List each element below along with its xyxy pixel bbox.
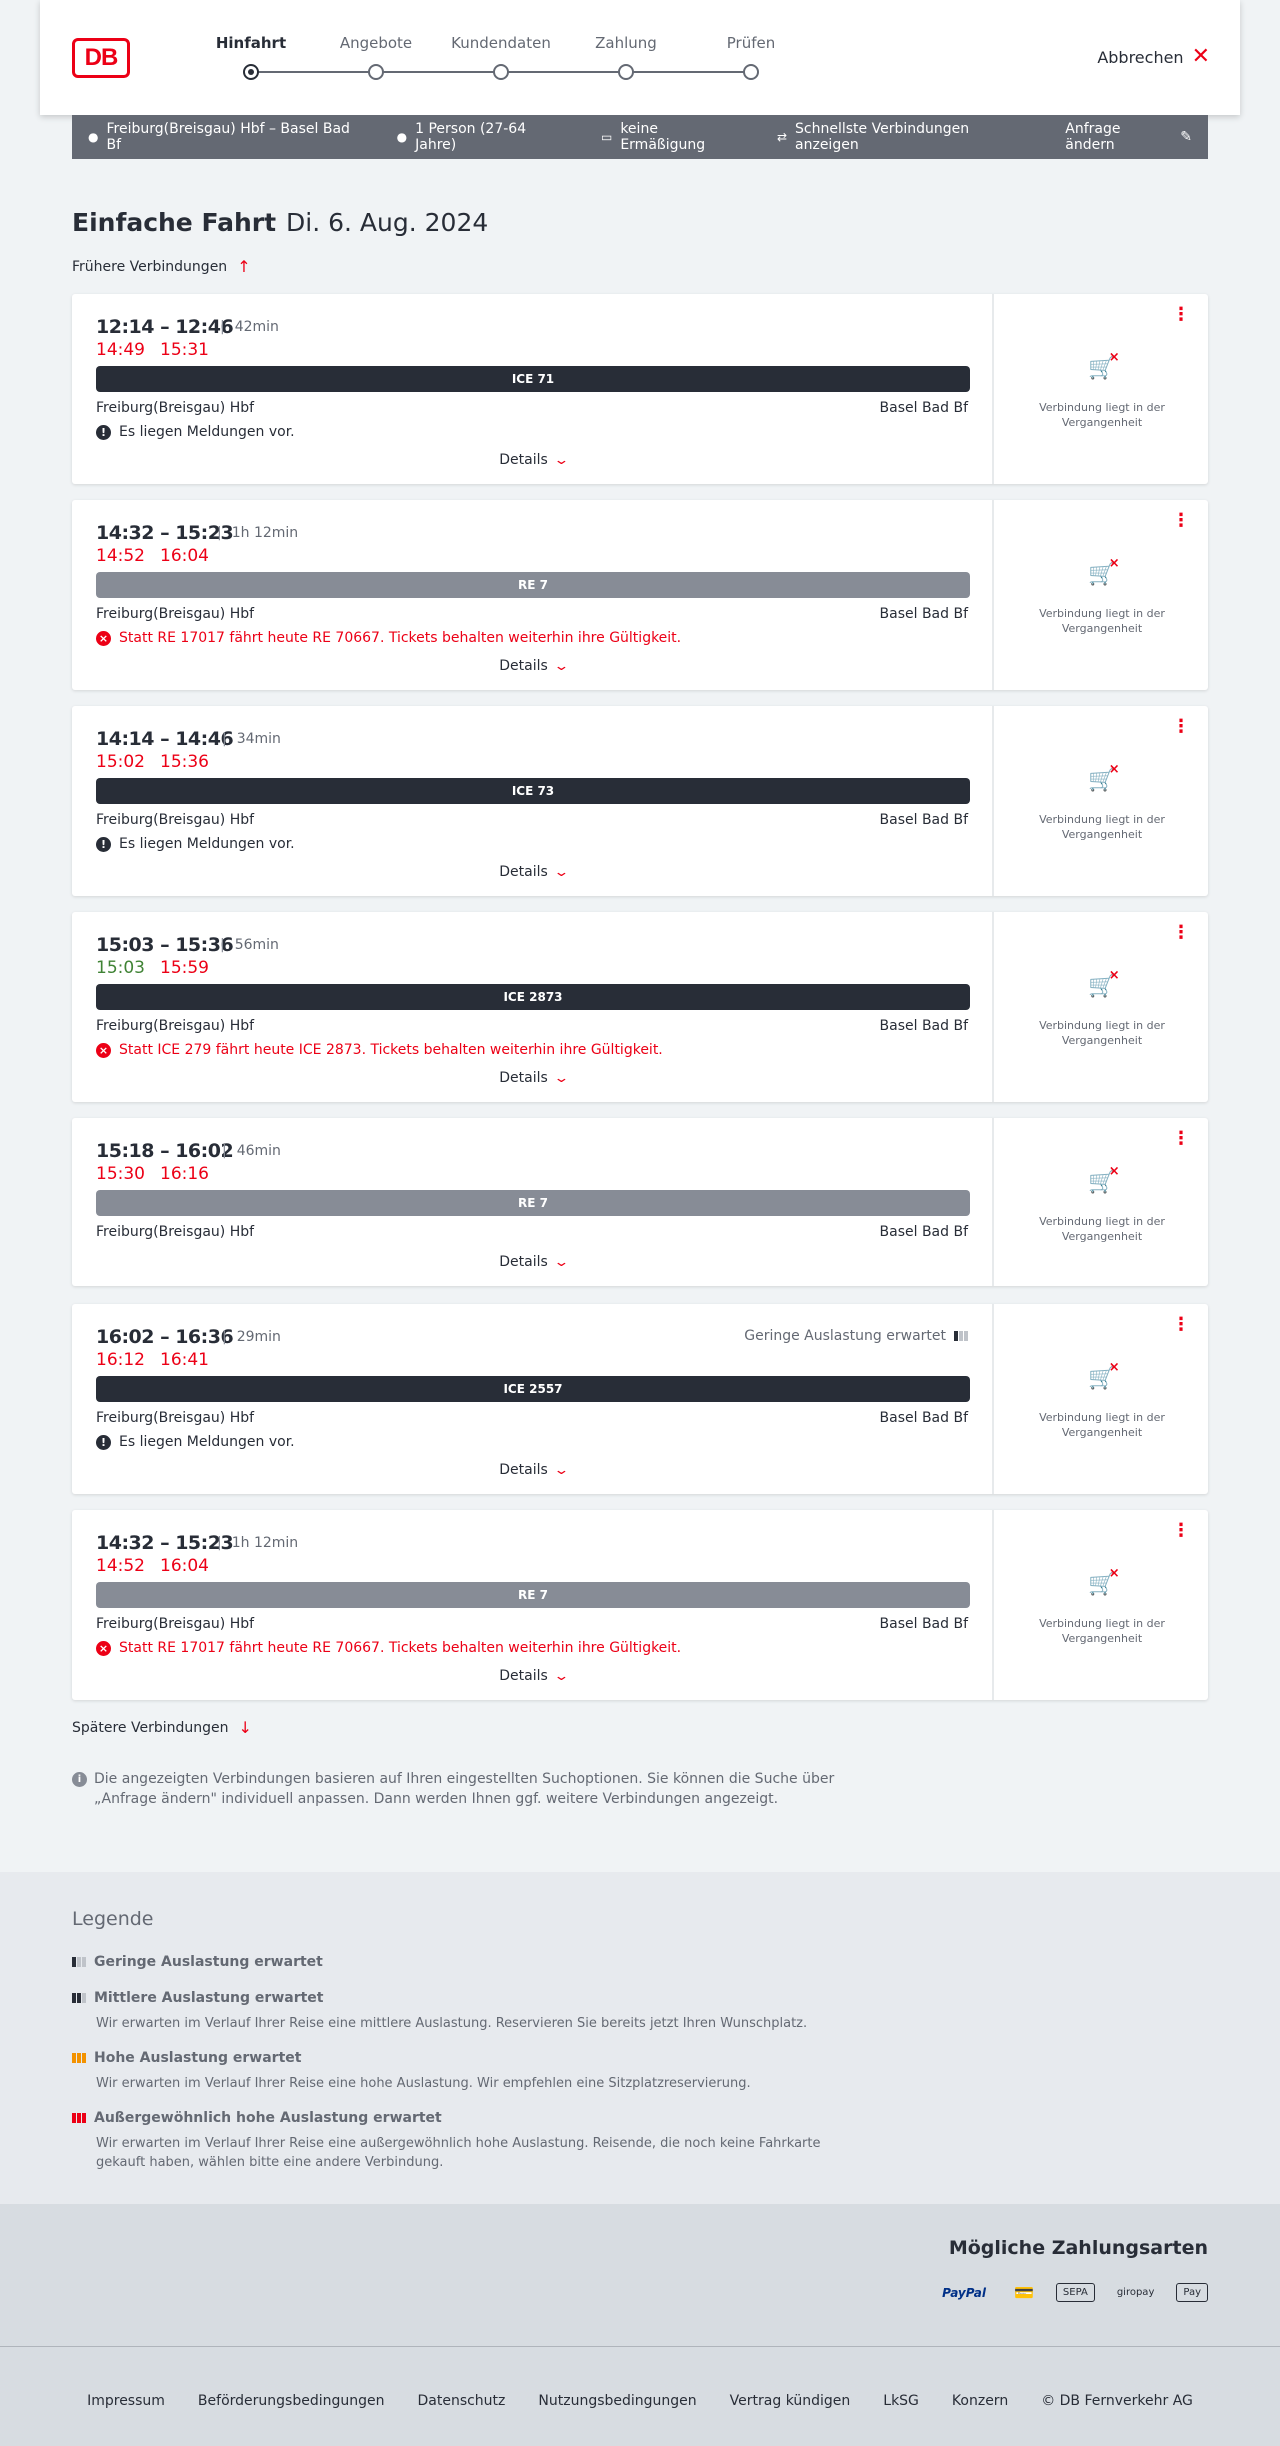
past-connection-text: Verbindung liegt in der Vergangenheit <box>1039 813 1165 841</box>
payment-methods-section <box>0 2204 1280 2347</box>
train-bar: RE 7 <box>96 1582 970 1608</box>
cart-unavailable-icon: 🛒 × <box>996 1572 1208 1597</box>
location-pin-icon: ● <box>88 130 99 144</box>
sepa-icon: SEPA <box>1056 2283 1095 2302</box>
connection-card[interactable] <box>72 912 1208 1102</box>
details-toggle[interactable] <box>72 1070 994 1086</box>
connection-info <box>72 500 994 690</box>
connection-card[interactable] <box>72 1118 1208 1286</box>
train-bar: RE 7 <box>96 572 970 598</box>
departure-station: Freiburg(Breisgau) Hbf <box>96 812 255 828</box>
exclamation-icon: ! <box>96 837 111 852</box>
departure-station: Freiburg(Breisgau) Hbf <box>96 1018 255 1034</box>
bahncard-icon: ▭ <box>600 130 613 144</box>
legend-title: Legende <box>72 1908 154 1930</box>
passenger-summary <box>397 121 569 153</box>
mode-summary <box>777 121 1033 153</box>
legend-item-very-high <box>72 2110 872 2172</box>
legend-item-desc: Wir erwarten im Verlauf Ihrer Reise eine hohe Auslastung. Wir empfehlen eine Sitzplatzreservierung. <box>96 2076 751 2091</box>
more-options-icon[interactable]: ⋮ <box>1172 922 1190 943</box>
arrival-station: Basel Bad Bf <box>879 1616 968 1632</box>
step-dot-hinfahrt <box>243 64 259 80</box>
chevron-down-icon: ⌄ <box>553 658 570 674</box>
occupancy-indicator <box>744 1328 968 1344</box>
departure-station: Freiburg(Breisgau) Hbf <box>96 1616 255 1632</box>
arrow-down-icon: ↓ <box>238 1718 252 1737</box>
realtime-arrival: 15:59 <box>160 958 209 978</box>
cancel-button[interactable] <box>1097 46 1210 68</box>
past-connection-text: Verbindung liegt in der Vergangenheit <box>1039 1215 1165 1243</box>
realtime-departure: 15:02 <box>96 752 145 772</box>
step-dot-pruefen <box>743 64 759 80</box>
booking-panel <box>996 1304 1208 1494</box>
connection-message <box>96 1042 663 1058</box>
train-bar: RE 7 <box>96 1190 970 1216</box>
info-icon: i <box>72 1772 87 1787</box>
connection-card[interactable] <box>72 706 1208 896</box>
message-text: Statt RE 17017 fährt heute RE 70667. Tickets behalten weiterhin ihre Gültigkeit. <box>119 1640 682 1656</box>
exclamation-icon: ! <box>96 1435 111 1450</box>
booking-panel <box>996 1118 1208 1286</box>
legend-section <box>0 1872 1280 2204</box>
message-text: Es liegen Meldungen vor. <box>119 424 295 440</box>
arrival-station: Basel Bad Bf <box>879 1410 968 1426</box>
details-toggle[interactable] <box>72 452 994 468</box>
credit-card-icon: 💳 <box>1014 2283 1034 2302</box>
realtime-arrival: 16:04 <box>160 546 209 566</box>
swap-arrows-icon: ⇄ <box>776 130 788 144</box>
connection-times: 15:03 – 15:36 <box>96 934 234 956</box>
footer-link-nutzungsbedingungen[interactable]: Nutzungsbedingungen <box>538 2393 697 2409</box>
step-dot-angebote <box>368 64 384 80</box>
realtime-departure: 16:12 <box>96 1350 145 1370</box>
footer <box>0 2347 1280 2446</box>
legend-item-high <box>72 2050 872 2093</box>
realtime-departure: 15:30 <box>96 1164 145 1184</box>
connection-card[interactable] <box>72 500 1208 690</box>
details-label: Details <box>499 1070 548 1086</box>
message-text: Es liegen Meldungen vor. <box>119 1434 295 1450</box>
legend-item-title: Hohe Auslastung erwartet <box>94 2050 302 2066</box>
details-label: Details <box>499 658 548 674</box>
change-request-label: Anfrage ändern <box>1065 121 1121 153</box>
cancel-label: Abbrechen <box>1097 47 1184 67</box>
more-options-icon[interactable]: ⋮ <box>1172 510 1190 531</box>
booking-panel <box>996 706 1208 896</box>
connection-duration: | 34min <box>222 731 281 747</box>
cart-unavailable-icon: 🛒 × <box>996 1366 1208 1391</box>
realtime-arrival: 15:31 <box>160 340 209 360</box>
booking-panel <box>996 294 1208 484</box>
search-options-note <box>72 1769 872 1809</box>
pencil-icon: ✎ <box>1180 129 1193 145</box>
chevron-down-icon: ⌄ <box>553 1070 570 1086</box>
discount-summary <box>601 121 745 153</box>
footer-links <box>0 2393 1280 2409</box>
legend-item-low <box>72 1954 872 1970</box>
passenger-text: 1 Person (27-64 Jahre) <box>415 121 527 153</box>
more-options-icon[interactable]: ⋮ <box>1172 1128 1190 1149</box>
error-icon: × <box>96 1641 111 1656</box>
past-connection-text: Verbindung liegt in der Vergangenheit <box>1039 1411 1165 1439</box>
chevron-down-icon: ⌄ <box>553 1668 570 1684</box>
chevron-down-icon: ⌄ <box>553 452 570 468</box>
train-bar: ICE 71 <box>96 366 970 392</box>
past-connection-text: Verbindung liegt in der Vergangenheit <box>1039 1019 1165 1047</box>
departure-station: Freiburg(Breisgau) Hbf <box>96 400 255 416</box>
details-toggle[interactable] <box>72 1462 994 1478</box>
realtime-departure: 14:52 <box>96 1556 145 1576</box>
legend-item-title: Mittlere Auslastung erwartet <box>94 1990 324 2006</box>
realtime-arrival: 16:04 <box>160 1556 209 1576</box>
legend-item-title: Geringe Auslastung erwartet <box>94 1954 323 1970</box>
details-label: Details <box>499 1254 548 1270</box>
legend-item-medium <box>72 1990 872 2033</box>
realtime-arrival: 16:16 <box>160 1164 209 1184</box>
footer-link-lksg[interactable]: LkSG <box>883 2393 919 2409</box>
payment-methods-title: Mögliche Zahlungsarten <box>948 2237 1208 2259</box>
details-toggle[interactable] <box>72 1254 994 1270</box>
past-connection-text: Verbindung liegt in der Vergangenheit <box>1039 607 1165 635</box>
realtime-departure: 14:52 <box>96 546 145 566</box>
route-summary <box>88 121 365 153</box>
message-text: Es liegen Meldungen vor. <box>119 836 295 852</box>
arrival-station: Basel Bad Bf <box>879 1224 968 1240</box>
connection-card[interactable] <box>72 294 1208 484</box>
details-label: Details <box>499 452 548 468</box>
connection-times: 14:32 – 15:23 <box>96 522 234 544</box>
connection-duration: | 1h 12min <box>217 1535 298 1551</box>
chevron-down-icon: ⌄ <box>553 1254 570 1270</box>
connection-info <box>72 1118 994 1286</box>
progress-steps <box>40 0 1240 115</box>
cart-unavailable-icon: 🛒 × <box>996 562 1208 587</box>
connection-info <box>72 294 994 484</box>
arrival-station: Basel Bad Bf <box>879 812 968 828</box>
booking-panel <box>996 912 1208 1102</box>
step-pruefen: Prüfen <box>726 34 776 52</box>
chevron-down-icon: ⌄ <box>553 864 570 880</box>
train-bar: ICE 73 <box>96 778 970 804</box>
message-text: Statt RE 17017 fährt heute RE 70667. Tickets behalten weiterhin ihre Gültigkeit. <box>119 630 682 646</box>
step-angebote: Angebote <box>339 34 413 52</box>
connection-times: 16:02 – 16:36 <box>96 1326 234 1348</box>
details-label: Details <box>499 864 548 880</box>
occupancy-medium-icon <box>72 1993 86 2003</box>
connection-message <box>96 630 681 646</box>
connection-duration: | 1h 12min <box>217 525 298 541</box>
legend-item-title: Außergewöhnlich hohe Auslastung erwartet <box>94 2110 442 2126</box>
trip-date: Di. 6. Aug. 2024 <box>286 208 489 237</box>
details-toggle[interactable] <box>72 658 994 674</box>
footer-link-datenschutz[interactable]: Datenschutz <box>417 2393 506 2409</box>
cart-unavailable-icon: 🛒 × <box>996 974 1208 999</box>
realtime-arrival: 15:36 <box>160 752 209 772</box>
realtime-departure: 15:03 <box>96 958 145 978</box>
connection-times: 15:18 – 16:02 <box>96 1140 234 1162</box>
step-dot-zahlung <box>618 64 634 80</box>
occupancy-text: Geringe Auslastung erwartet <box>744 1328 946 1344</box>
step-kundendaten: Kundendaten <box>451 34 551 52</box>
footer-link-vertrag-kuendigen[interactable]: Vertrag kündigen <box>729 2393 851 2409</box>
past-connection-text: Verbindung liegt in der Vergangenheit <box>1039 401 1165 429</box>
connection-times: 12:14 – 12:46 <box>96 316 234 338</box>
occupancy-very-high-icon <box>72 2113 86 2123</box>
cart-unavailable-icon: 🛒 × <box>996 356 1208 381</box>
arrow-up-icon: ↑ <box>237 257 251 276</box>
more-options-icon[interactable]: ⋮ <box>1172 1314 1190 1335</box>
page-title <box>72 208 488 237</box>
connection-info <box>72 706 994 896</box>
connection-duration: | 46min <box>222 1143 281 1159</box>
connection-message <box>96 1434 295 1450</box>
train-bar: ICE 2873 <box>96 984 970 1010</box>
footer-link-konzern[interactable]: Konzern <box>951 2393 1009 2409</box>
arrival-station: Basel Bad Bf <box>879 1018 968 1034</box>
booking-panel <box>996 500 1208 690</box>
details-toggle[interactable] <box>72 1668 994 1684</box>
arrival-station: Basel Bad Bf <box>879 606 968 622</box>
db-logo[interactable]: DB <box>72 38 130 78</box>
close-icon: ✕ <box>1191 44 1210 69</box>
more-options-icon[interactable]: ⋮ <box>1172 1520 1190 1541</box>
later-connections-link[interactable] <box>72 1718 252 1737</box>
connection-duration: | 56min <box>220 937 279 953</box>
step-dot-kundendaten <box>493 64 509 80</box>
paypal-icon: PayPal <box>942 2285 986 2300</box>
cart-unavailable-icon: 🛒 × <box>996 768 1208 793</box>
chevron-down-icon: ⌄ <box>553 1462 570 1478</box>
more-options-icon[interactable]: ⋮ <box>1172 304 1190 325</box>
request-summary-bar <box>72 115 1208 159</box>
occupancy-low-icon <box>954 1331 968 1341</box>
step-hinfahrt: Hinfahrt <box>215 34 287 52</box>
earlier-connections-label: Frühere Verbindungen <box>72 258 228 275</box>
change-request-button[interactable] <box>1065 121 1192 153</box>
realtime-arrival: 16:41 <box>160 1350 209 1370</box>
details-label: Details <box>499 1668 548 1684</box>
details-label: Details <box>499 1462 548 1478</box>
departure-station: Freiburg(Breisgau) Hbf <box>96 1224 255 1240</box>
more-options-icon[interactable]: ⋮ <box>1172 716 1190 737</box>
connection-duration: | 29min <box>222 1329 281 1345</box>
exclamation-icon: ! <box>96 425 111 440</box>
footer-copyright: © DB Fernverkehr AG <box>1041 2393 1193 2409</box>
connection-message <box>96 836 295 852</box>
giropay-icon: giropay <box>1116 2287 1155 2298</box>
cart-unavailable-icon: 🛒 × <box>996 1170 1208 1195</box>
realtime-departure: 14:49 <box>96 340 145 360</box>
payment-icons <box>936 2280 1208 2305</box>
connection-message <box>96 1640 681 1656</box>
occupancy-low-icon <box>72 1957 86 1967</box>
booking-panel <box>996 1510 1208 1700</box>
arrival-station: Basel Bad Bf <box>879 400 968 416</box>
connection-info <box>72 912 994 1102</box>
connection-duration: | 42min <box>220 319 279 335</box>
person-icon: ● <box>396 130 408 144</box>
header <box>40 0 1240 115</box>
departure-station: Freiburg(Breisgau) Hbf <box>96 1410 255 1426</box>
error-icon: × <box>96 1043 111 1058</box>
occupancy-high-icon <box>72 2053 86 2063</box>
step-zahlung: Zahlung <box>595 34 657 52</box>
later-connections-label: Spätere Verbindungen <box>72 1719 229 1736</box>
route-text: Freiburg(Breisgau) Hbf – Basel Bad Bf <box>106 121 350 153</box>
connection-info <box>72 1510 994 1700</box>
apple-pay-icon: Pay <box>1176 2283 1208 2302</box>
connection-card[interactable] <box>72 1304 1208 1494</box>
footer-link-befoerderungsbedingungen[interactable]: Beförderungsbedingungen <box>197 2393 385 2409</box>
connection-message <box>96 424 295 440</box>
discount-text: keine Ermäßigung <box>620 121 706 153</box>
legend-item-desc: Wir erwarten im Verlauf Ihrer Reise eine außergewöhnlich hohe Auslastung. Reisende, die noch keine Fahrkarte gekauft haben, wählen bitte eine andere Verbindung. <box>96 2136 821 2170</box>
message-text: Statt ICE 279 fährt heute ICE 2873. Tickets behalten weiterhin ihre Gültigkeit. <box>119 1042 663 1058</box>
connection-times: 14:14 – 14:46 <box>96 728 234 750</box>
connection-info <box>72 1304 994 1494</box>
earlier-connections-link[interactable] <box>72 257 251 276</box>
train-bar: ICE 2557 <box>96 1376 970 1402</box>
legend-item-desc: Wir erwarten im Verlauf Ihrer Reise eine mittlere Auslastung. Reservieren Sie bereits jetzt Ihren Wunschplatz. <box>96 2016 808 2031</box>
connection-card[interactable] <box>72 1510 1208 1700</box>
footer-link-impressum[interactable]: Impressum <box>87 2393 165 2409</box>
departure-station: Freiburg(Breisgau) Hbf <box>96 606 255 622</box>
past-connection-text: Verbindung liegt in der Vergangenheit <box>1039 1617 1165 1645</box>
details-toggle[interactable] <box>72 864 994 880</box>
connection-times: 14:32 – 15:23 <box>96 1532 234 1554</box>
error-icon: × <box>96 631 111 646</box>
trip-type: Einfache Fahrt <box>72 208 277 237</box>
mode-text: Schnellste Verbindungen anzeigen <box>795 121 970 153</box>
note-text: Die angezeigten Verbindungen basieren auf Ihren eingestellten Suchoptionen. Sie können die Suche über „Anfrage ändern" individuell anpassen. Dann werden Ihnen ggf. weitere Verbindungen angezeigt. <box>94 1771 835 1807</box>
